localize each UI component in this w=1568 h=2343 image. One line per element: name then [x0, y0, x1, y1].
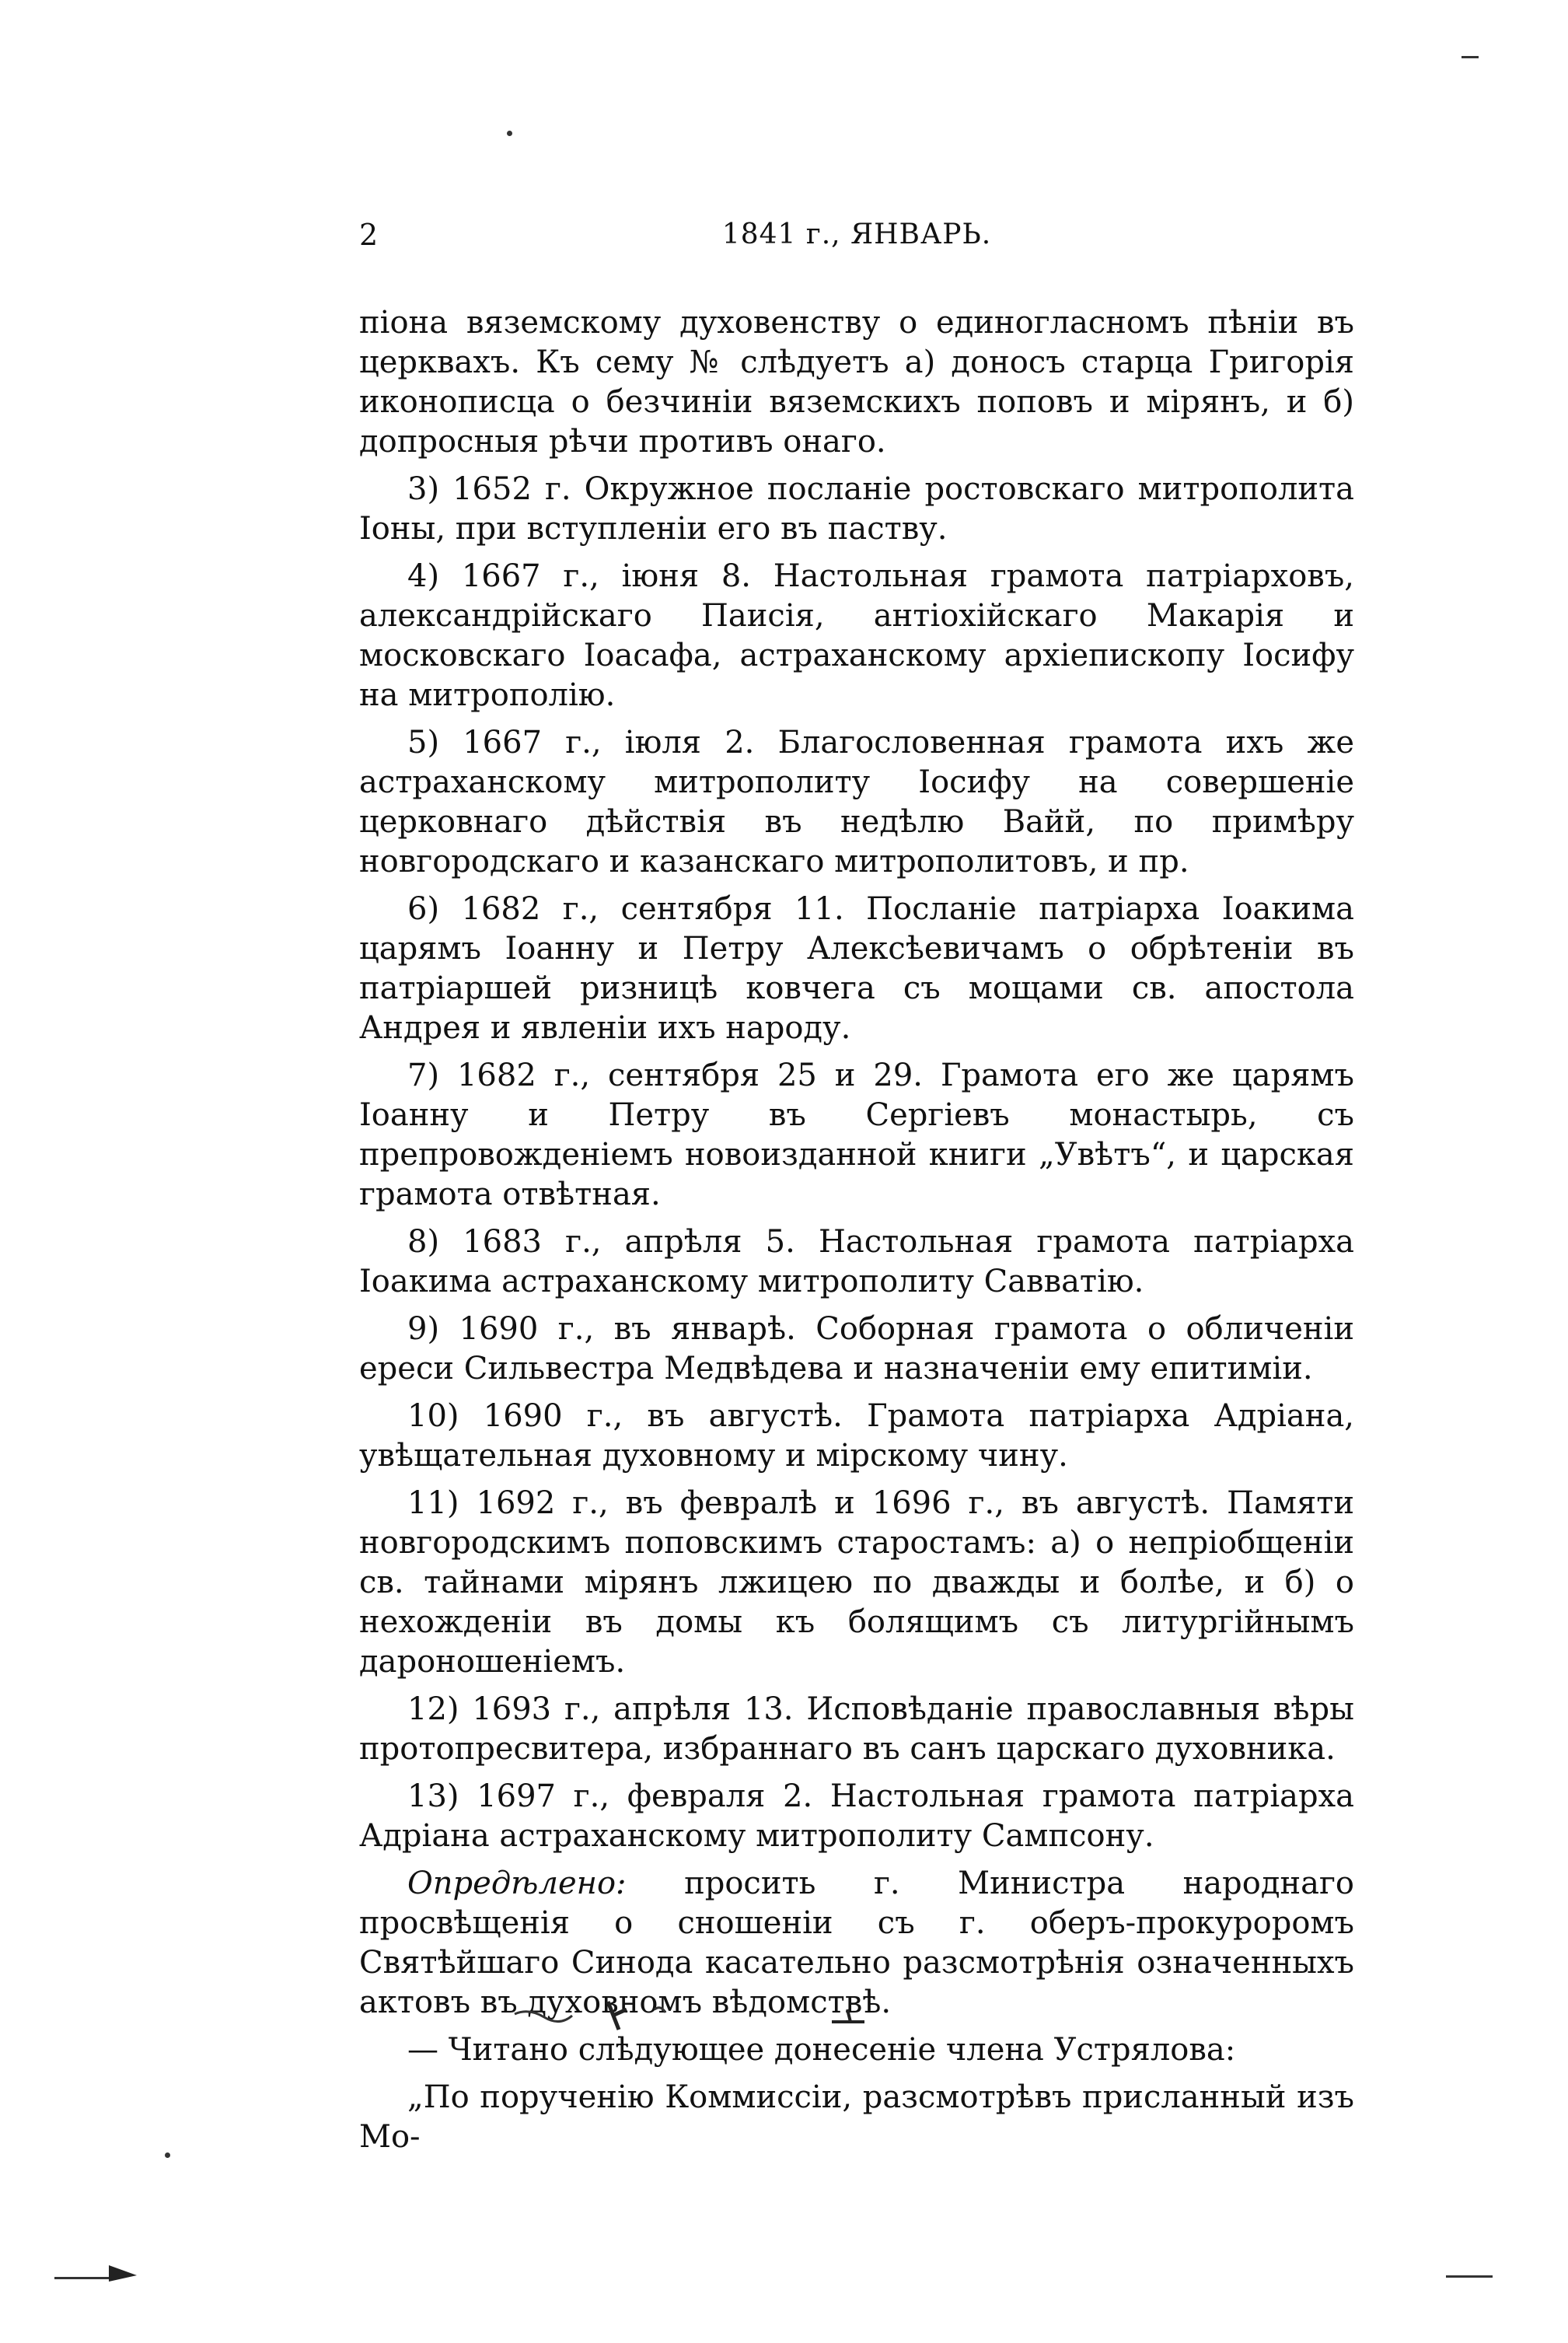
running-head: 1841 г., ЯНВАРЬ. [721, 219, 992, 250]
resolution-label: Опредѣлено: [407, 1866, 627, 1901]
list-item: 7) 1682 г., сентября 25 и 29. Грамота его же царямъ Іоанну и Петру въ Сергіевъ монастырь, съ препровожденіемъ новоизданной книги „Увѣтъ“, и царская грамота отвѣтная. [359, 1058, 1354, 1212]
list-item: 11) 1692 г., въ февралѣ и 1696 г., въ августѣ. Памяти новгородскимъ поповскимъ старостамъ: а) о непріобщеніи св. тайнами мірянъ лжицею по дважды и болѣе, и б) о нехожденіи въ домы къ болящимъ съ литургійнымъ дароношеніемъ. [359, 1485, 1354, 1680]
list-item: 4) 1667 г., іюня 8. Настольная грамота патріарховъ, александрійскаго Паисія, антіохійскаго Макарія и московскаго Іоасафа, астраханскому архіепископу Іосифу на митрополію. [359, 558, 1354, 713]
page-header [359, 212, 1354, 258]
scan-speck [507, 131, 512, 136]
list-item: 12) 1693 г., апрѣля 13. Исповѣданіе православныя вѣры протопресвитера, избраннаго въ санъ царскаго духовника. [359, 1691, 1354, 1767]
list-item: 5) 1667 г., іюля 2. Благословенная грамота ихъ же астраханскому митрополиту Іосифу на совершеніе церковнаго дѣйствія въ недѣлю Вайй, по примѣру новгородскаго и казанскаго митрополитовъ, и пр. [359, 725, 1354, 879]
scan-margin-line [1461, 56, 1479, 58]
list-item: 3) 1652 г. Окружное посланіе ростовскаго митрополита Іоны, при вступленіи его въ паству. [359, 471, 1354, 547]
page-number: 2 [359, 218, 379, 252]
scribble-mark-icon [513, 1991, 871, 2037]
resolution-text: просить г. Министра народнаго просвѣщенія о сношеніи съ г. оберъ-прокуроромъ Святѣйшаго Синода касательно разсмотрѣнія означенныхъ актовъ въ духовномъ вѣдомствѣ. [359, 1866, 1354, 2020]
list-item: 9) 1690 г., въ январѣ. Соборная грамота о обличеніи ереси Сильвестра Медвѣдева и назначеніи ему епитиміи. [359, 1311, 1354, 1387]
paragraph-continuation: піона вяземскому духовенству о единогласномъ пѣніи въ церквахъ. Къ сему № слѣдуетъ а) доносъ старца Григорія иконописца о безчиніи вяземскихъ поповъ и мірянъ, и б) допросныя рѣчи противъ онаго. [359, 305, 1354, 460]
closing-line: — Читано слѣдующее донесеніе члена Устрялова: [407, 2032, 1236, 2068]
list-item: 10) 1690 г., въ августѣ. Грамота патріарха Адріана, увѣщательная духовному и мірскому чину. [359, 1398, 1354, 1474]
scan-margin-line [54, 2277, 117, 2279]
closing-line: „По порученію Коммиссіи, разсмотрѣвъ присланный изъ Мо- [359, 2079, 1354, 2155]
scan-speck [165, 2152, 170, 2158]
body-text [359, 303, 1354, 2165]
arrow-mark-icon [109, 2261, 140, 2285]
list-item: 8) 1683 г., апрѣля 5. Настольная грамота патріарха Іоакима астраханскому митрополиту Савватію. [359, 1224, 1354, 1299]
list-item: 6) 1682 г., сентября 11. Посланіе патріарха Іоакима царямъ Іоанну и Петру Алексѣевичамъ о обрѣтеніи въ патріаршей ризницѣ ковчега съ мощами св. апостола Андрея и явленіи ихъ народу. [359, 891, 1354, 1046]
list-item: 13) 1697 г., февраля 2. Настольная грамота патріарха Адріана астраханскому митрополиту Сампсону. [359, 1778, 1354, 1854]
scan-margin-line [1446, 2275, 1493, 2278]
